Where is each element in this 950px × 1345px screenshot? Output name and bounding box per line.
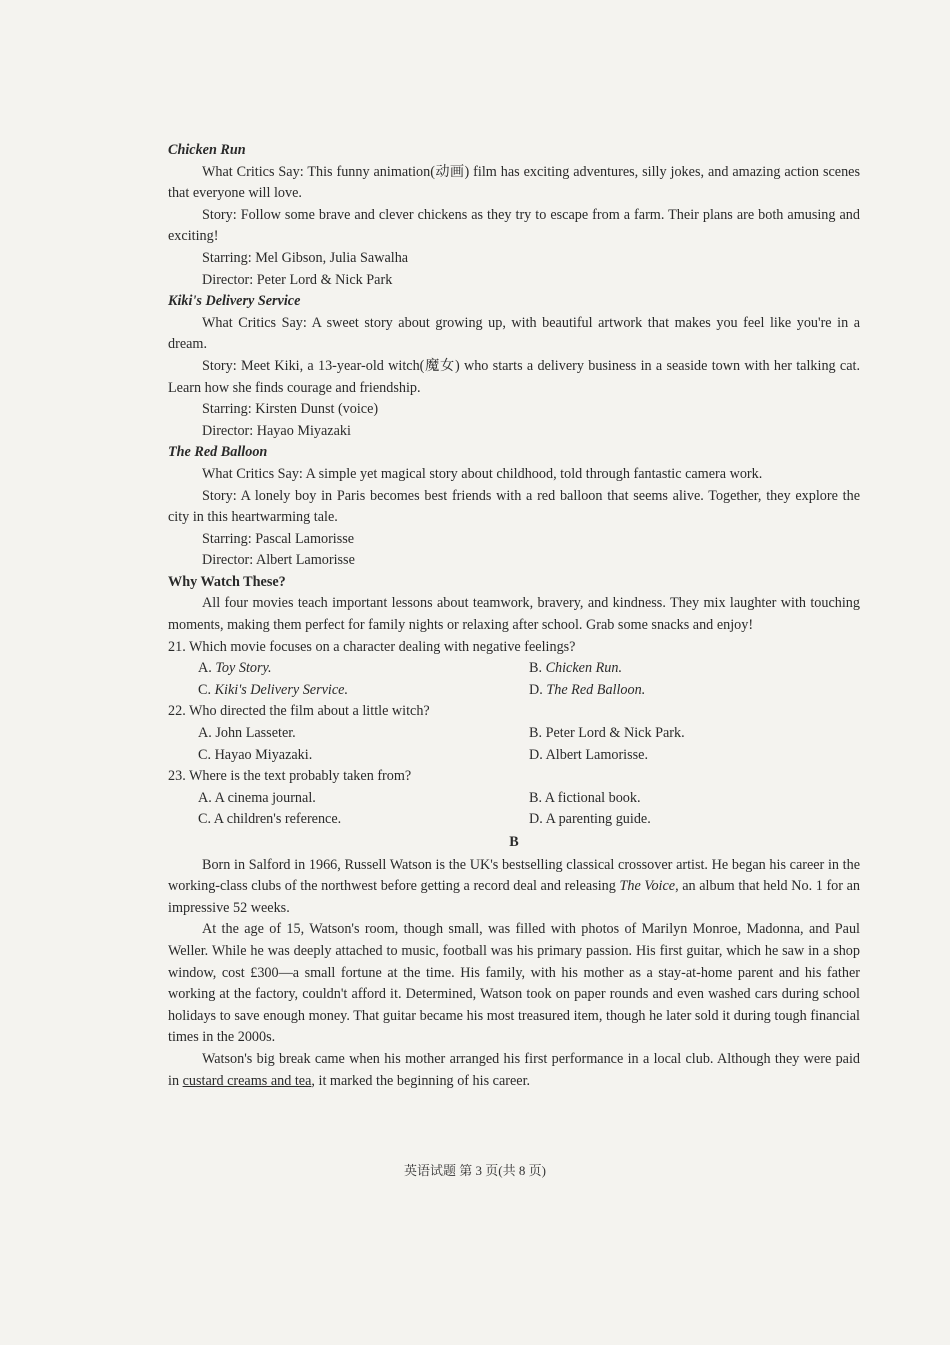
option-c[interactable] bbox=[198, 809, 529, 831]
movie-title: Chicken Run bbox=[168, 142, 246, 158]
question-stem: 21. Which movie focuses on a character dealing with negative feelings? bbox=[168, 638, 576, 655]
section-b bbox=[168, 832, 860, 1092]
movie-the-red-balloon bbox=[168, 442, 860, 572]
movie-critics: What Critics Say: A simple yet magical story about childhood, told through fantastic camera work. bbox=[202, 465, 763, 482]
movie-critics: What Critics Say: This funny animation(动画) film has exciting adventures, silly jokes, and amazing action scenes that everyone will love. bbox=[168, 163, 860, 202]
option-b[interactable] bbox=[529, 658, 860, 680]
section-b-label: B bbox=[509, 834, 519, 850]
movie-title: The Red Balloon bbox=[168, 444, 268, 461]
movie-chicken-run bbox=[168, 140, 860, 291]
option-c[interactable] bbox=[198, 745, 529, 767]
movie-director: Director: Hayao Miyazaki bbox=[202, 422, 351, 439]
movie-director: Director: Albert Lamorisse bbox=[202, 552, 355, 569]
option-text: A parenting guide. bbox=[545, 811, 651, 828]
movie-starring: Starring: Mel Gibson, Julia Sawalha bbox=[202, 249, 409, 266]
option-label: B. bbox=[529, 660, 543, 677]
question-stem: 23. Where is the text probably taken from? bbox=[168, 768, 412, 785]
why-watch-section bbox=[168, 572, 860, 637]
option-text: The Red Balloon. bbox=[546, 681, 646, 698]
option-b[interactable] bbox=[529, 788, 860, 810]
why-watch-text: All four movies teach important lessons about teamwork, bravery, and kindness. They mix laughter with touching moments, making them perfect for family nights or relaxing after school. Grab some snacks and enjoy! bbox=[168, 595, 860, 634]
option-c[interactable] bbox=[198, 680, 529, 702]
option-label: C. bbox=[198, 746, 212, 763]
option-d[interactable] bbox=[529, 745, 860, 767]
page-footer: 英语试题 第 3 页(共 8 页) bbox=[404, 1163, 546, 1178]
option-text: Peter Lord & Nick Park. bbox=[545, 725, 685, 742]
underlined-phrase: custard creams and tea bbox=[182, 1072, 312, 1089]
option-text: A children's reference. bbox=[213, 811, 342, 828]
option-text: Toy Story. bbox=[215, 660, 272, 677]
album-title: The Voice bbox=[619, 878, 676, 895]
question-stem: 22. Who directed the film about a little witch? bbox=[168, 703, 430, 720]
option-label: A. bbox=[198, 789, 212, 806]
movie-director: Director: Peter Lord & Nick Park bbox=[202, 271, 393, 288]
option-d[interactable] bbox=[529, 680, 860, 702]
movie-story: Story: Follow some brave and clever chickens as they try to escape from a farm. Their plans are both amusing and exciting! bbox=[168, 206, 860, 245]
option-label: D. bbox=[529, 811, 543, 828]
option-a[interactable] bbox=[198, 658, 529, 680]
option-a[interactable] bbox=[198, 723, 529, 745]
why-watch-heading: Why Watch These? bbox=[168, 573, 286, 590]
option-d[interactable] bbox=[529, 809, 860, 831]
passage-paragraph-1: Born in Salford in 1966, Russell Watson is the UK's bestselling classical crossover artist. He began his career in the working-class clubs of the northwest before getting a record deal and releasing The Voice, an album that held No. 1 for an impressive 52 weeks. bbox=[168, 856, 860, 916]
option-label: C. bbox=[198, 811, 212, 828]
option-text: A cinema journal. bbox=[214, 789, 316, 806]
passage-paragraph-3: Watson's big break came when his mother arranged his first performance in a local club. Although they were paid in custard creams and tea, it marked the beginning of his career. bbox=[168, 1050, 860, 1089]
option-text: Kiki's Delivery Service. bbox=[214, 681, 348, 698]
option-label: C. bbox=[198, 681, 212, 698]
option-text: Hayao Miyazaki. bbox=[214, 746, 313, 763]
option-label: A. bbox=[198, 660, 212, 677]
question-21 bbox=[168, 637, 860, 702]
movie-title: Kiki's Delivery Service bbox=[168, 293, 301, 310]
option-text: John Lasseter. bbox=[215, 725, 296, 742]
option-label: D. bbox=[529, 746, 543, 763]
option-label: B. bbox=[529, 789, 543, 806]
movie-starring: Starring: Pascal Lamorisse bbox=[202, 530, 355, 547]
question-22 bbox=[168, 701, 860, 766]
option-text: Albert Lamorisse. bbox=[545, 746, 648, 763]
movie-kikis-delivery-service bbox=[168, 291, 860, 442]
movie-story: Story: Meet Kiki, a 13-year-old witch(魔女) who starts a delivery business in a seaside town with her talking cat. Learn how she finds courage and friendship. bbox=[168, 357, 860, 396]
option-label: B. bbox=[529, 725, 543, 742]
option-text: Chicken Run. bbox=[545, 660, 622, 677]
movie-starring: Starring: Kirsten Dunst (voice) bbox=[202, 401, 379, 418]
option-a[interactable] bbox=[198, 788, 529, 810]
question-23 bbox=[168, 766, 860, 831]
option-label: D. bbox=[529, 681, 543, 698]
passage-paragraph-2: At the age of 15, Watson's room, though small, was filled with photos of Marilyn Monroe, Madonna, and Paul Weller. While he was deeply attached to music, football was his primary passion. His first guitar, which he saw in a shop window, cost £300—a small fortune at the time. His family, with his mother as a stay-at-home parent and his father working at the factory, couldn't afford it. Determined, Watson took on paper rounds and even washed cars during school holidays to save enough money. That guitar became his most treasured item, though he later sold it during tough financial times in the 2000s. bbox=[168, 921, 860, 1046]
option-text: A fictional book. bbox=[544, 789, 641, 806]
exam-page bbox=[168, 140, 860, 1092]
movie-critics: What Critics Say: A sweet story about growing up, with beautiful artwork that makes you feel like you're in a dream. bbox=[168, 314, 860, 353]
option-label: A. bbox=[198, 725, 212, 742]
movie-story: Story: A lonely boy in Paris becomes best friends with a red balloon that seems alive. Together, they explore the city in this heartwarming tale. bbox=[168, 487, 860, 526]
option-b[interactable] bbox=[529, 723, 860, 745]
